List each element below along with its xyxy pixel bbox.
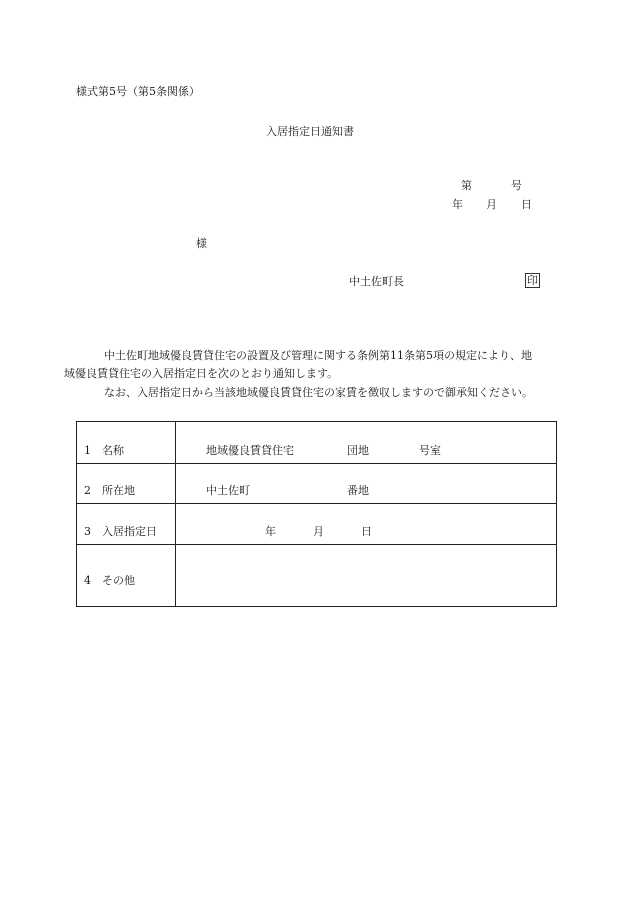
banchi-label: 番地 [347,484,369,498]
housing-type-text: 地域優良賃貸住宅 [206,444,294,458]
form-number: 様式第5号（第5条関係） [76,85,200,98]
seal-mark [525,273,540,288]
row-value-cell [176,422,557,464]
room-number-label: 号室 [419,444,441,458]
body-paragraph-2 [84,384,564,402]
body-paragraph-1 [64,347,564,383]
row-label-move-in-date: 3 入居指定日 [84,524,157,538]
row-label-location: 2 所在地 [84,484,135,498]
table-row [77,464,557,504]
body-paragraph-2-text: なお、入居指定日から当該地域優良賃貸住宅の家賃を徴収しますので御承知ください。 [104,386,533,399]
row-label-cell [77,544,176,606]
danchi-label: 団地 [347,444,369,458]
issuer-name: 中土佐町長 [349,275,404,288]
row-label-name: 1 名称 [84,444,124,458]
row-label-other: 4 その他 [84,573,135,587]
row-label-cell [77,464,176,504]
row-label-cell [77,422,176,464]
table-row [77,544,557,606]
row-value-cell [176,464,557,504]
document-title: 入居指定日通知書 [266,125,354,138]
table-row [77,504,557,544]
move-in-year-label: 年 [265,524,276,538]
details-table [76,421,557,607]
date-day-label: 日 [521,198,532,211]
town-name-text: 中土佐町 [206,484,250,498]
row-value-cell [176,544,557,606]
document-number-prefix: 第 [461,179,472,192]
document-number-suffix: 号 [511,179,522,192]
row-value-cell [176,504,557,544]
table-row [77,422,557,464]
date-month-label: 月 [486,198,497,211]
date-year-label: 年 [452,198,463,211]
move-in-day-label: 日 [361,524,372,538]
body-paragraph-1-line-1: 中土佐町地域優良賃貸住宅の設置及び管理に関する条例第11条第5項の規定により、地 [104,349,532,362]
seal-box: 印 [527,274,538,287]
move-in-month-label: 月 [313,524,324,538]
addressee-honorific: 様 [196,237,207,250]
body-paragraph-1-line-2: 域優良賃貸住宅の入居指定日を次のとおり通知します。 [64,367,339,380]
row-label-cell [77,504,176,544]
